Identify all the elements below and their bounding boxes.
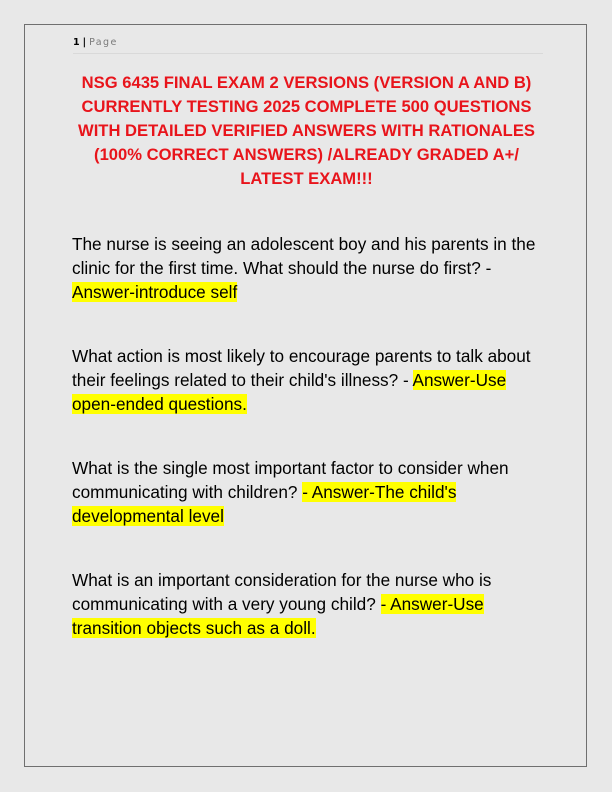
page-header: [73, 37, 543, 54]
answer-text: - Answer-The child's developmental level: [72, 482, 457, 526]
answer-text: - Answer-Use transition objects such as a doll.: [72, 594, 484, 638]
document-title: NSG 6435 FINAL EXAM 2 VERSIONS (VERSION A AND B) CURRENTLY TESTING 2025 COMPLETE 500 QUESTIONS WITH DETAILED VERIFIED ANSWERS WITH RATIONALES (100% CORRECT ANSWERS) /ALREADY GRADED A+/ LATEST EXAM!!!: [78, 73, 535, 188]
answer-text: Answer-Use open-ended questions.: [72, 370, 507, 414]
question-block-1: [72, 232, 542, 304]
question-block-3: [72, 456, 542, 528]
page-label: Page: [89, 37, 118, 48]
page-header-separator: |: [82, 37, 87, 48]
question-text: What action is most likely to encourage parents to talk about their feelings related to their child's illness? -: [72, 346, 531, 390]
document-page: [24, 24, 587, 767]
question-text: What is the single most important factor to consider when communicating with children?: [72, 458, 509, 502]
answer-text: Answer-introduce self: [72, 282, 238, 302]
question-text: The nurse is seeing an adolescent boy and his parents in the clinic for the first time. What should the nurse do first? -: [72, 234, 536, 278]
question-block-2: [72, 344, 542, 416]
page-number: 1: [73, 37, 80, 48]
question-text: What is an important consideration for the nurse who is communicating with a very young child?: [72, 570, 492, 614]
question-block-4: [72, 568, 542, 640]
